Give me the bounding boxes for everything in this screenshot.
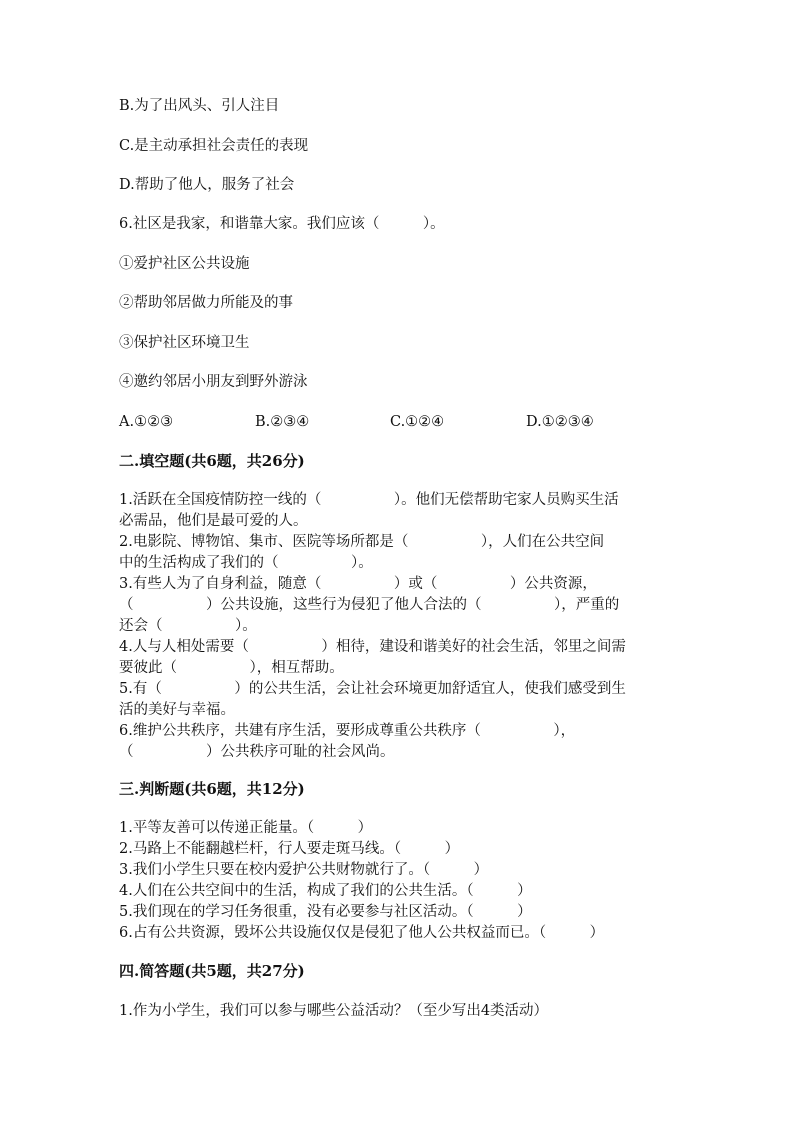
judge-line: 3.我们小学生只要在校内爱护公共财物就行了。（ ） [119,862,489,878]
question-6-stem: 6.社区是我家，和谐靠大家。我们应该（ ）。 [119,216,445,232]
question-6-item-1: ①爱护社区公共设施 [119,256,250,272]
fill-line: 必需品，他们是最可爱的人。 [119,513,308,529]
section-3-heading: 三.判断题(共6题，共12分) [119,780,305,798]
option-d: D.帮助了他人，服务了社会 [119,177,295,193]
fill-line: （ ）公共秩序可耻的社会风尚。 [119,744,395,760]
fill-line: 1.活跃在全国疫情防控一线的（ ）。他们无偿帮助宅家人员购买生活 [119,492,619,508]
fill-line: 中的生活构成了我们的（ ）。 [119,555,373,571]
judge-line: 5.我们现在的学习任务很重，没有必要参与社区活动。（ ） [119,904,532,920]
section-2-body [119,490,675,763]
fill-line: 要彼此（ ），相互帮助。 [119,660,344,676]
question-6-item-4: ④邀约邻居小朋友到野外游泳 [119,374,308,390]
option-b: B.为了出风头、引人注目 [119,98,280,114]
section-3-body [119,818,675,944]
option-c: C.是主动承担社会责任的表现 [119,138,309,154]
fill-line: 6.维护公共秩序，共建有序生活，要形成尊重公共秩序（ ）， [119,723,576,739]
question-6-item-3: ③保护社区环境卫生 [119,335,250,351]
fill-line: 4.人与人相处需要（ ）相待，建设和谐美好的社会生活，邻里之间需 [119,639,626,655]
fill-line: 还会（ ）。 [119,618,257,634]
judge-line: 4.人们在公共空间中的生活，构成了我们的公共生活。（ ） [119,883,532,899]
judge-line: 2.马路上不能翻越栏杆，行人要走斑马线。（ ） [119,841,460,857]
fill-line: 活的美好与幸福。 [119,702,235,718]
judge-line: 1.平等友善可以传递正能量。（ ） [119,820,373,836]
fill-line: 2.电影院、博物馆、集市、医院等场所都是（ ），人们在公共空间 [119,534,605,550]
fill-line: （ ）公共设施，这些行为侵犯了他人合法的（ ），严重的 [119,597,620,613]
section-4-heading: 四.简答题(共5题，共27分) [119,962,305,980]
question-6-choice-d: D.①②③④ [526,414,594,430]
section-4-question-1: 1.作为小学生，我们可以参与哪些公益活动？（至少写出4类活动） [119,1003,549,1019]
question-6-choice-b: B.②③④ [255,414,310,430]
question-6-choice-c: C.①②④ [390,414,445,430]
fill-line: 3.有些人为了自身利益，随意（ ）或（ ）公共资源， [119,576,597,592]
fill-line: 5.有（ ）的公共生活，会让社会环境更加舒适宜人，使我们感受到生 [119,681,626,697]
judge-line: 6.占有公共资源，毁坏公共设施仅仅是侵犯了他人公共权益而已。（ ） [119,925,605,941]
question-6-item-2: ②帮助邻居做力所能及的事 [119,295,293,311]
question-6-choice-a: A.①②③ [119,414,174,430]
section-2-heading: 二.填空题(共6题，共26分) [119,452,305,470]
